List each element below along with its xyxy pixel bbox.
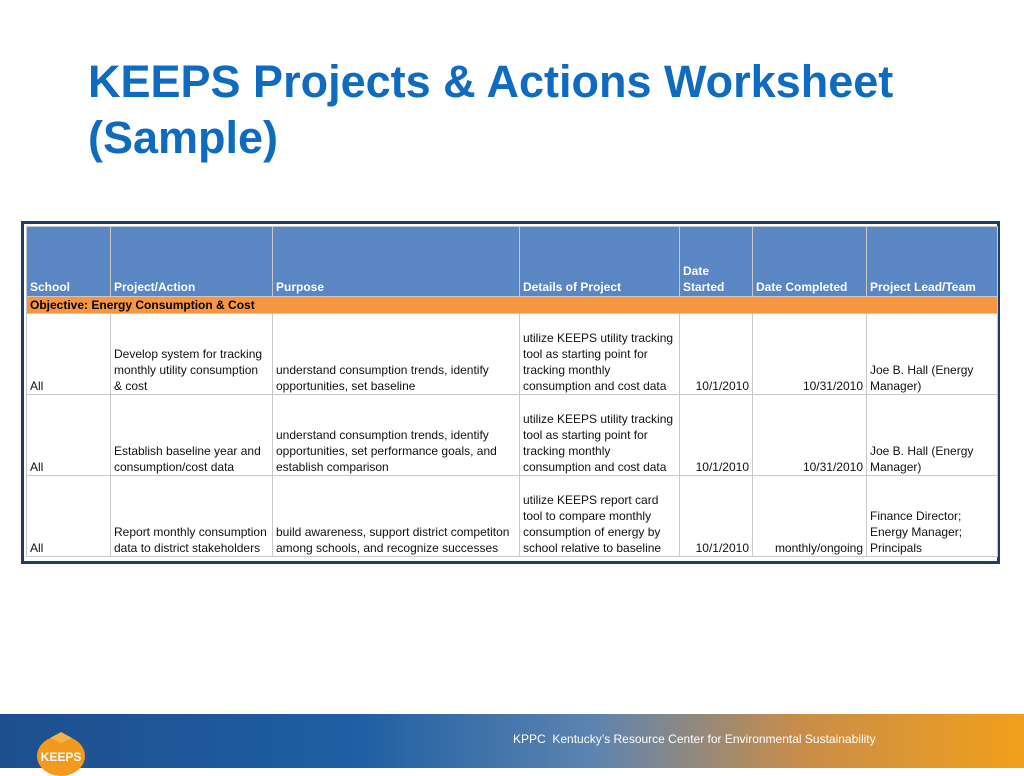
header-project-lead: Project Lead/Team xyxy=(867,227,998,297)
table-header-row xyxy=(27,227,998,297)
header-project-action: Project/Action xyxy=(111,227,273,297)
keeps-logo-text: KEEPS xyxy=(40,750,82,764)
header-purpose: Purpose xyxy=(273,227,520,297)
cell-date-completed: 10/31/2010 xyxy=(753,314,867,395)
footer-text: KPPC Kentucky’s Resource Center for Environmental Sustainability xyxy=(513,732,876,746)
table-row xyxy=(27,314,998,395)
cell-lead: Finance Director; Energy Manager; Principals xyxy=(867,476,998,557)
objective-label: Objective: Energy Consumption & Cost xyxy=(27,297,998,314)
cell-date-completed: monthly/ongoing xyxy=(753,476,867,557)
page-title: KEEPS Projects & Actions Worksheet (Sample) xyxy=(88,56,894,163)
cell-date-started: 10/1/2010 xyxy=(680,476,753,557)
header-details: Details of Project xyxy=(520,227,680,297)
cell-date-completed: 10/31/2010 xyxy=(753,395,867,476)
cell-details: utilize KEEPS utility tracking tool as starting point for tracking monthly consumption and cost data xyxy=(520,314,680,395)
cell-project: Develop system for tracking monthly utility consumption & cost xyxy=(111,314,273,395)
footer-bar xyxy=(0,714,1024,768)
header-date-completed: Date Completed xyxy=(753,227,867,297)
cell-details: utilize KEEPS report card tool to compare monthly consumption of energy by school relative to baseline xyxy=(520,476,680,557)
cell-project: Establish baseline year and consumption/cost data xyxy=(111,395,273,476)
cell-lead: Joe B. Hall (Energy Manager) xyxy=(867,314,998,395)
cell-purpose: build awareness, support district competiton among schools, and recognize successes xyxy=(273,476,520,557)
cell-school: All xyxy=(27,314,111,395)
cell-school: All xyxy=(27,476,111,557)
cell-project: Report monthly consumption data to district stakeholders xyxy=(111,476,273,557)
cell-school: All xyxy=(27,395,111,476)
header-date-started: Date Started xyxy=(680,227,753,297)
cell-purpose: understand consumption trends, identify opportunities, set baseline xyxy=(273,314,520,395)
cell-purpose: understand consumption trends, identify opportunities, set performance goals, and establish comparison xyxy=(273,395,520,476)
objective-row xyxy=(27,297,998,314)
table-row xyxy=(27,476,998,557)
header-school: School xyxy=(27,227,111,297)
worksheet-table-frame xyxy=(21,221,1000,564)
table-row xyxy=(27,395,998,476)
keeps-logo xyxy=(34,728,88,776)
cell-date-started: 10/1/2010 xyxy=(680,395,753,476)
cell-details: utilize KEEPS utility tracking tool as starting point for tracking monthly consumption and cost data xyxy=(520,395,680,476)
cell-lead: Joe B. Hall (Energy Manager) xyxy=(867,395,998,476)
cell-date-started: 10/1/2010 xyxy=(680,314,753,395)
worksheet-table xyxy=(26,226,998,557)
